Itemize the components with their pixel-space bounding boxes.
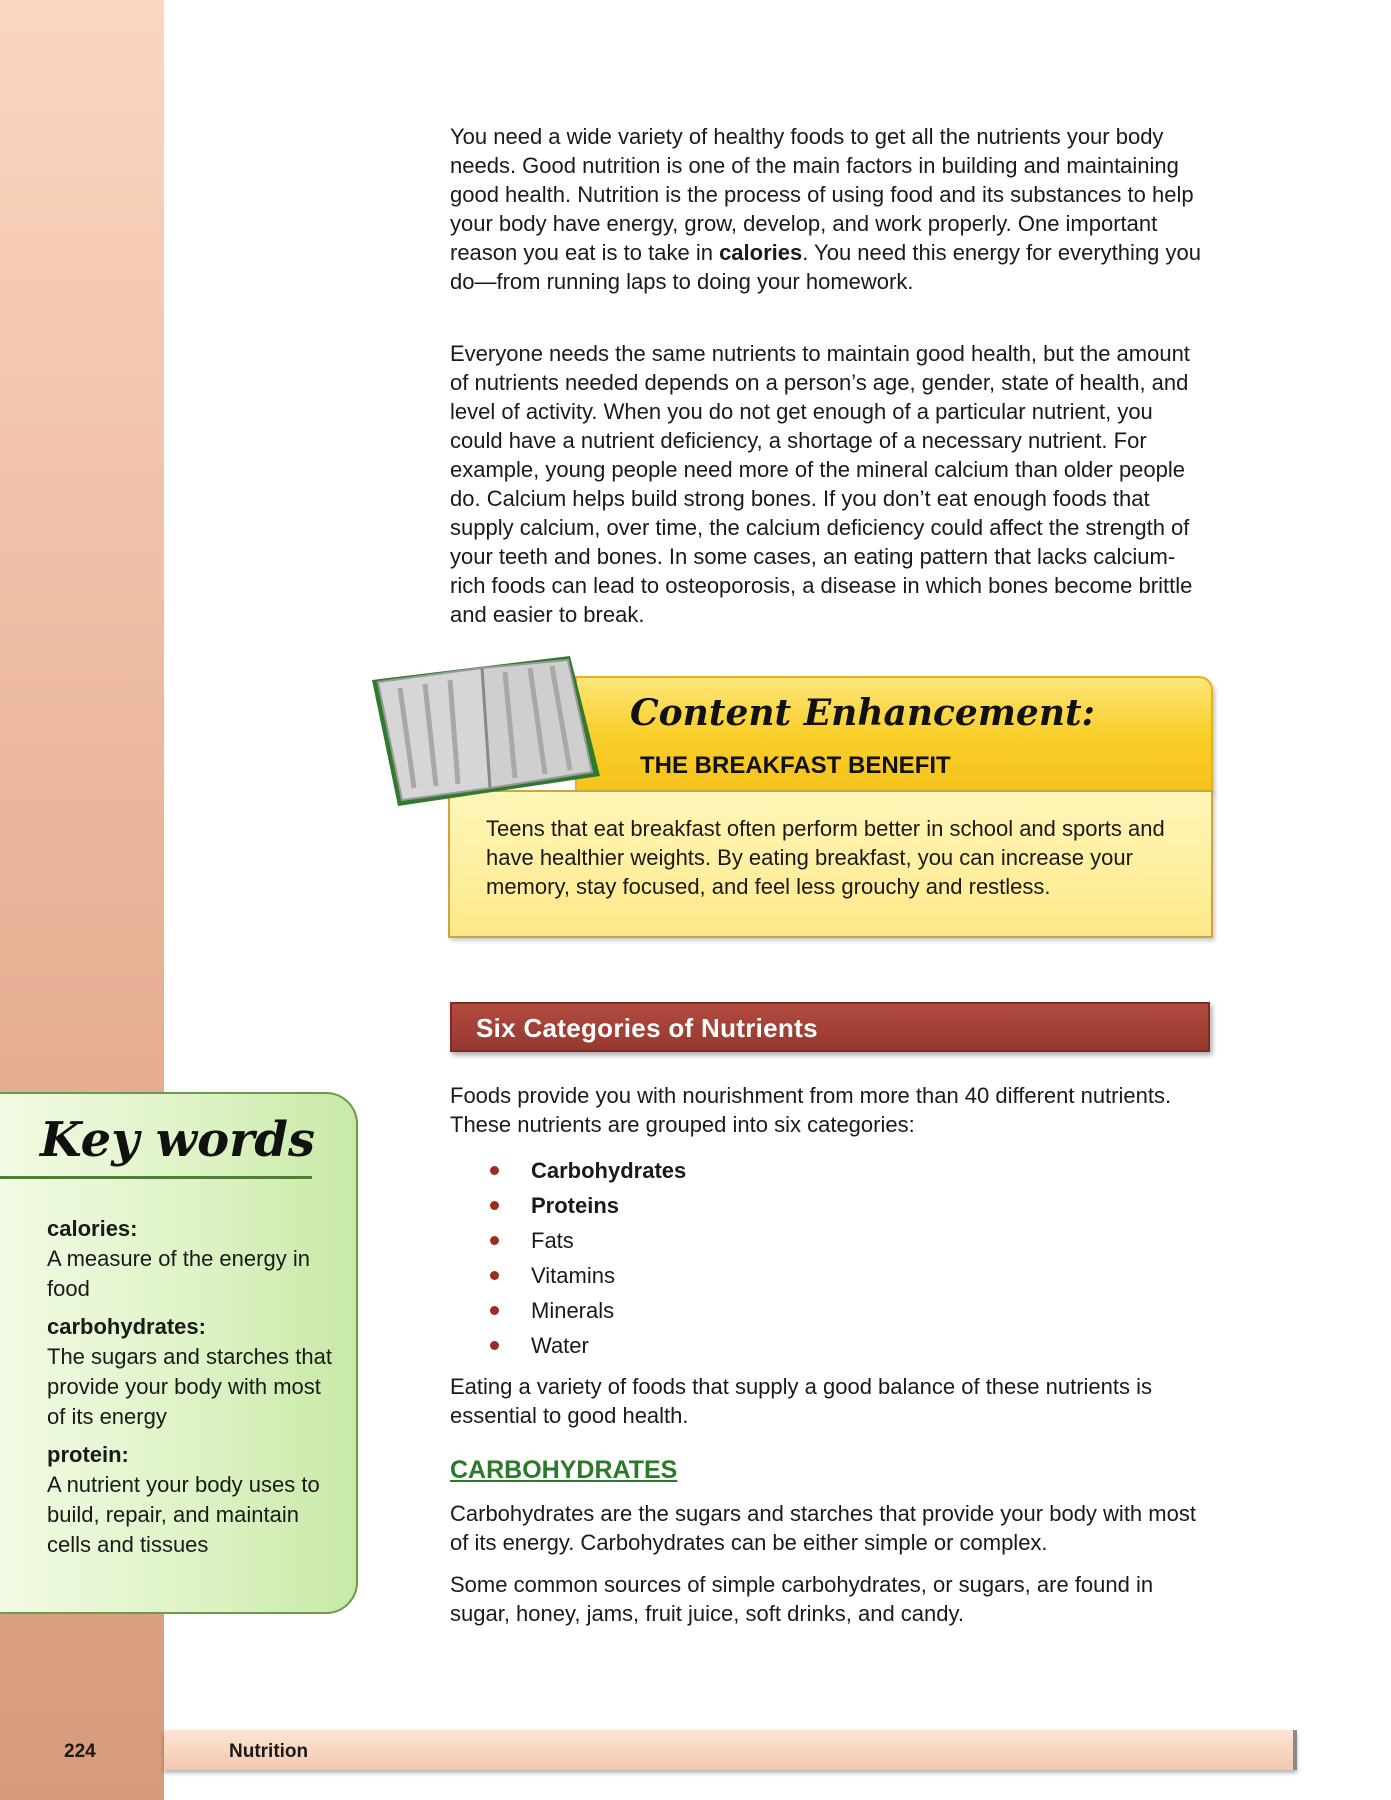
list-item-label: Proteins [531,1193,620,1218]
balance-paragraph [450,1372,1210,1430]
carbohydrates-paragraph-2 [450,1570,1210,1628]
keyword-calories: calories [719,240,803,265]
intro-paragraph-2-text: Everyone needs the same nutrients to maintain good health, but the amount of nutrients needed depends on a person’s age, gender, state of health, and level of activity. When you do not get enough of a particular nutrient, you could have a nutrient deficiency, a shortage of a necessary nutrient. For example, young people need more of the mineral calcium than older people do. Calcium helps build strong bones. If you don’t eat enough foods that supply calcium, over time, the calcium deficiency could affect the strength of your teeth and bones. In some cases, an eating pattern that lacks calcium-rich foods can lead to osteoporosis, a disease in which bones become brittle and easier to break. [450,341,1193,627]
list-item [490,1156,686,1191]
list-item-label: Fats [531,1228,574,1253]
key-word-term: protein: [47,1442,129,1467]
key-word-term: calories: [47,1216,138,1241]
list-item [490,1331,686,1366]
content-enhancement-text: Teens that eat breakfast often perform better in school and sports and have healthier weights. By eating breakfast, you can increase your memory, stay focused, and feel less grouchy and restless. [486,816,1165,899]
intro-text: You need a wide variety of healthy foods to get all the nutrients your body needs. Good nutrition is one of the main factors in building and maintaining good health. Nutrition is the process of using food and its substances to help your body have energy, grow, develop, and work properly. One important reason you eat is to take in [450,124,1194,265]
bullet-icon [490,1201,499,1210]
carbohydrates-paragraph-2-text: Some common sources of simple carbohydrates, or sugars, are found in sugar, honey, jams, fruit juice, soft drinks, and candy. [450,1572,1154,1626]
section-header-title: Six Categories of Nutrients [476,1013,818,1043]
content-enhancement-body [448,790,1213,938]
carbohydrates-paragraph-1-text: Carbohydrates are the sugars and starches that provide your body with most of its energy. Carbohydrates can be either simple or complex. [450,1501,1196,1555]
list-item-label: Minerals [531,1298,615,1323]
key-word-definition: The sugars and starches that provide your body with most of its energy [47,1344,332,1429]
key-word-definition: A measure of the energy in food [47,1246,310,1301]
intro-paragraph-1 [450,122,1210,296]
list-item [490,1296,686,1331]
key-word-definition: A nutrient your body uses to build, repair, and maintain cells and tissues [47,1472,320,1557]
content-enhancement-subtitle: THE BREAKFAST BENEFIT [640,752,951,779]
nutrient-category-list [490,1156,686,1366]
section-header [450,1002,1210,1052]
intro-paragraph-2 [450,339,1210,629]
page-number: 224 [64,1741,96,1762]
carbohydrates-paragraph-1 [450,1499,1210,1557]
carbohydrates-heading: CARBOHYDRATES [450,1456,678,1484]
key-word-term: carbohydrates: [47,1314,206,1339]
content-enhancement-title: Content Enhancement: [630,692,1095,734]
bullet-icon [490,1306,499,1315]
bullet-icon [490,1271,499,1280]
key-words-list [47,1214,337,1568]
bullet-icon [490,1236,499,1245]
balance-paragraph-text: Eating a variety of foods that supply a good balance of these nutrients is essential to good health. [450,1374,1153,1428]
key-words-divider [0,1176,312,1179]
nutrients-intro [450,1081,1210,1139]
list-item-label: Carbohydrates [531,1158,687,1183]
open-book-icon [370,648,620,808]
footer-bar [164,1730,1297,1770]
list-item [490,1226,686,1261]
bullet-icon [490,1341,499,1350]
list-item-label: Vitamins [531,1263,615,1288]
key-words-title: Key words [40,1112,316,1168]
nutrients-intro-text: Foods provide you with nourishment from more than 40 different nutrients. These nutrients are grouped into six categories: [450,1083,1172,1137]
bullet-icon [490,1166,499,1175]
intro-text-end: . You need this energy for everything you do—from running laps to doing your homework. [450,240,1201,294]
list-item [490,1191,686,1226]
list-item [490,1261,686,1296]
list-item-label: Water [531,1333,589,1358]
footer-chapter-label: Nutrition [229,1741,309,1762]
content-enhancement-box [370,648,1215,940]
